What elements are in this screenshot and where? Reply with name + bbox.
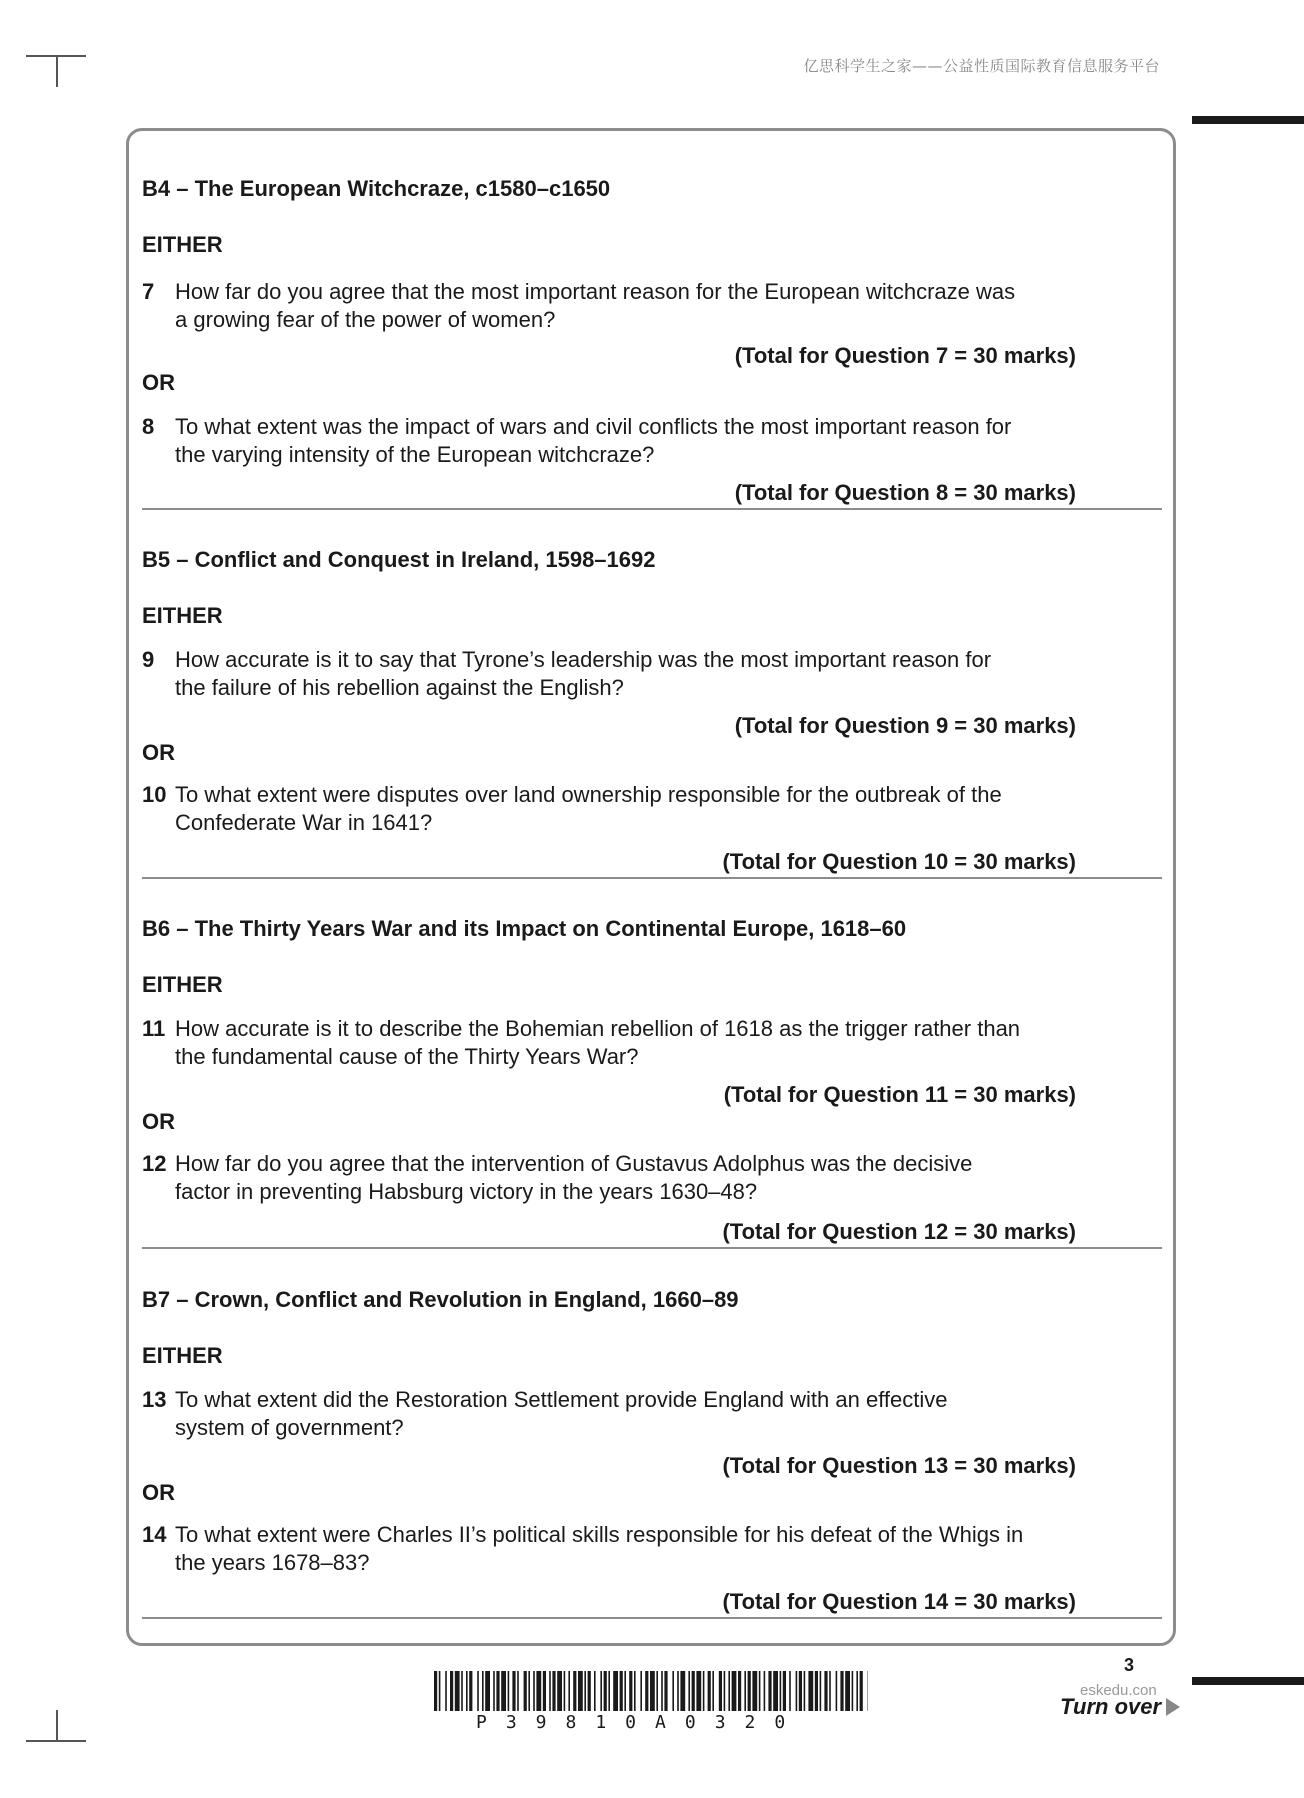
- question-10: [142, 781, 1082, 837]
- header-watermark: 亿思科学生之家——公益性质国际教育信息服务平台: [803, 57, 1160, 75]
- footer-watermark: eskedu.con: [1080, 1682, 1157, 1699]
- or-label: OR: [142, 1480, 175, 1505]
- question-number: 13: [142, 1387, 167, 1412]
- question-number: 10: [142, 782, 167, 807]
- barcode-icon: [434, 1671, 868, 1711]
- question-line: How far do you agree that the most important reason for the European witchcraze was: [175, 279, 1016, 304]
- question-11: [142, 1015, 1082, 1071]
- section-title: B4 – The European Witchcraze, c1580–c1650: [142, 176, 611, 201]
- section-title: B6 – The Thirty Years War and its Impact on Continental Europe, 1618–60: [142, 916, 907, 941]
- question-line: the failure of his rebellion against the English?: [175, 675, 624, 700]
- crop-mark: [56, 1710, 58, 1742]
- question-number: 12: [142, 1151, 167, 1176]
- question-total: (Total for Question 9 = 30 marks): [734, 713, 1076, 738]
- question-line: the varying intensity of the European witchcraze?: [175, 442, 655, 467]
- question-line: the years 1678–83?: [175, 1550, 370, 1575]
- play-arrow-icon: [1166, 1698, 1180, 1716]
- section-divider: [142, 508, 1162, 510]
- question-line: How accurate is it to describe the Bohemian rebellion of 1618 as the trigger rather than: [175, 1016, 1021, 1041]
- question-12: [142, 1150, 1082, 1206]
- question-number: 14: [142, 1522, 167, 1547]
- question-13: [142, 1386, 1082, 1442]
- edge-bar-top: [1192, 116, 1304, 124]
- or-label: OR: [142, 740, 175, 765]
- section-title: B7 – Crown, Conflict and Revolution in England, 1660–89: [142, 1287, 739, 1312]
- question-number: 8: [142, 414, 155, 439]
- section-divider: [142, 1247, 1162, 1249]
- question-line: To what extent was the impact of wars and civil conflicts the most important reason for: [175, 414, 1012, 439]
- either-label: EITHER: [142, 972, 223, 997]
- question-total: (Total for Question 8 = 30 marks): [734, 480, 1076, 505]
- section-title: B5 – Conflict and Conquest in Ireland, 1598–1692: [142, 547, 656, 572]
- question-line: How accurate is it to say that Tyrone’s leadership was the most important reason for: [175, 647, 992, 672]
- question-line: How far do you agree that the intervention of Gustavus Adolphus was the decisive: [175, 1151, 973, 1176]
- question-line: the fundamental cause of the Thirty Years War?: [175, 1044, 639, 1069]
- either-label: EITHER: [142, 603, 223, 628]
- question-total: (Total for Question 7 = 30 marks): [734, 343, 1076, 368]
- edge-bar-bottom: [1192, 1677, 1304, 1685]
- question-line: system of government?: [175, 1415, 404, 1440]
- question-line: To what extent did the Restoration Settlement provide England with an effective: [175, 1387, 948, 1412]
- or-label: OR: [142, 1109, 175, 1134]
- crop-mark: [56, 55, 58, 87]
- question-8: [142, 413, 1082, 469]
- barcode-text: P39810A0320: [476, 1712, 805, 1733]
- either-label: EITHER: [142, 1343, 223, 1368]
- turn-over-label: Turn over: [1060, 1694, 1162, 1719]
- question-total: (Total for Question 10 = 30 marks): [722, 849, 1076, 874]
- question-line: To what extent were Charles II’s political skills responsible for his defeat of the Whigs in: [175, 1522, 1024, 1547]
- question-14: [142, 1521, 1082, 1577]
- question-9: [142, 646, 1082, 702]
- question-line: factor in preventing Habsburg victory in the years 1630–48?: [175, 1179, 758, 1204]
- question-total: (Total for Question 11 = 30 marks): [723, 1082, 1076, 1107]
- question-number: 11: [142, 1016, 166, 1041]
- question-total: (Total for Question 12 = 30 marks): [722, 1219, 1076, 1244]
- question-line: a growing fear of the power of women?: [175, 307, 556, 332]
- either-label: EITHER: [142, 232, 223, 257]
- question-number: 9: [142, 647, 155, 672]
- section-divider: [142, 877, 1162, 879]
- question-number: 7: [142, 279, 155, 304]
- question-total: (Total for Question 14 = 30 marks): [722, 1589, 1076, 1614]
- or-label: OR: [142, 370, 175, 395]
- question-total: (Total for Question 13 = 30 marks): [722, 1453, 1076, 1478]
- section-divider: [142, 1617, 1162, 1619]
- question-line: To what extent were disputes over land ownership responsible for the outbreak of the: [175, 782, 1002, 807]
- question-7: [142, 278, 1082, 334]
- question-line: Confederate War in 1641?: [175, 810, 433, 835]
- page-number: 3: [1124, 1655, 1135, 1675]
